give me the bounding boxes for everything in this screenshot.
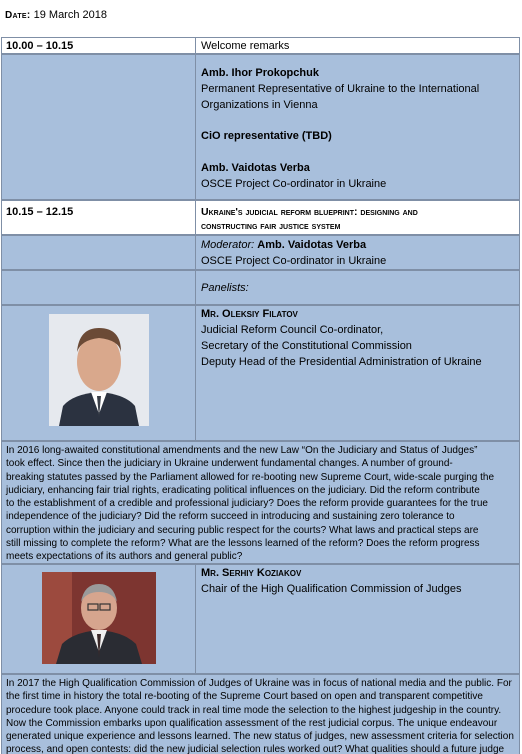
paragraph-line: Now the Commission embarks upon qualification assessment of the rest judicial corpus. The unique endeavour (6, 717, 498, 729)
paragraph-line: the first time in history the total re-booting of the Supreme Court based on open and transparent competitive (6, 691, 483, 703)
date-line (5, 9, 107, 21)
paragraph-line: judiciary, enhancing fair trial rights, eradicating political influences on the judiciary. Did the reform contribute (6, 484, 480, 496)
agenda-row-welcome-speakers (1, 54, 520, 200)
paragraph-line: took effect. Since then the judiciary in Ukraine underwent fundamental changes. A number of ground- (6, 458, 453, 470)
date-label: Date: (5, 10, 31, 21)
speaker-name: Amb. Vaidotas Verba (201, 162, 310, 174)
date-value: 19 March 2018 (33, 9, 107, 21)
panelists-label: Panelists: (201, 282, 249, 294)
paragraph-line: In 2017 the High Qualification Commission of Judges of Ukraine was in focus of national media and the public. For (6, 678, 512, 689)
agenda-row-moderator (1, 235, 520, 270)
paragraph-line: In 2016 long-awaited constitutional amendments and the new Law “On the Judiciary and Status of Judges” (6, 445, 478, 456)
panelist-role: Deputy Head of the Presidential Administration of Ukraine (201, 356, 482, 368)
speaker-name: CiO representative (TBD) (201, 130, 332, 142)
description-paragraph (6, 677, 515, 754)
paragraph-line: to the establishment of a credible and professional judiciary? Does the reform provide guarantees for the true (6, 498, 488, 510)
panelist-photo (42, 572, 156, 664)
speaker-role: Organizations in Vienna (201, 99, 318, 111)
paragraph-line: meets expectations of its authors and general public? (6, 551, 243, 563)
paragraph-line: breaking statutes passed by the Parliament allowed for re-booting new Supreme Court, wide-scale purging the (6, 471, 495, 483)
paragraph-line: corruption within the judiciary and securing public respect for the courts? What laws and practical steps are (6, 524, 479, 536)
panelist-description-koziakov (1, 674, 520, 754)
panelist-role: Secretary of the Constitutional Commission (201, 340, 412, 352)
moderator-role: OSCE Project Co-ordinator in Ukraine (201, 255, 387, 267)
panelist-name: Mr. Serhiy Koziakov (201, 567, 302, 579)
session-time: 10.00 – 10.15 (6, 40, 74, 52)
agenda-row-judicial-reform (1, 200, 520, 235)
panelist-photo (49, 314, 149, 426)
paragraph-line: process, and open contests: did the new judicial selection rules worked out? What qualities should a future judge (6, 744, 505, 754)
moderator-name: Amb. Vaidotas Verba (257, 239, 367, 251)
agenda-row-panelists (1, 270, 520, 305)
panelist-role: Chair of the High Qualification Commission of Judges (201, 583, 462, 595)
speaker-name: Amb. Ihor Prokopchuk (201, 67, 319, 79)
moderator-label: Moderator: (201, 239, 255, 251)
portrait-image (42, 572, 156, 664)
portrait-image (49, 314, 149, 426)
moderator-line (201, 238, 366, 253)
panelist-description-filatov (1, 441, 520, 564)
panelist-role: Judicial Reform Council Co-ordinator, (201, 324, 384, 336)
speaker-role: Permanent Representative of Ukraine to the International (201, 83, 480, 95)
paragraph-line: procedure took place. Anyone could track in real time mode the selection to the highest judgeship in the country. (6, 704, 502, 716)
panelist-row-koziakov (1, 564, 520, 674)
session-time: 10.15 – 12.15 (6, 206, 74, 218)
paragraph-line: generated unique experience and lessons learned. The new status of judges, new assessment criteria for selection (6, 731, 514, 743)
speaker-role: OSCE Project Co-ordinator in Ukraine (201, 178, 387, 190)
panelist-name: Mr. Oleksiy Filatov (201, 308, 298, 320)
session-title: constructing fair justice system (201, 220, 341, 232)
panelist-row-filatov (1, 305, 520, 441)
paragraph-line: still missing to complete the reform? What are the lessons learned of the reform? Does the reform progress (6, 538, 480, 550)
agenda-row-welcome (1, 37, 520, 54)
session-title: Ukraine's judicial reform blueprint: designing and (201, 206, 418, 218)
session-title: Welcome remarks (201, 40, 290, 52)
paragraph-line: independence of the judiciary? Did the reform succeed in introducing and sustaining zero tolerance to (6, 511, 455, 523)
description-paragraph (6, 444, 515, 564)
